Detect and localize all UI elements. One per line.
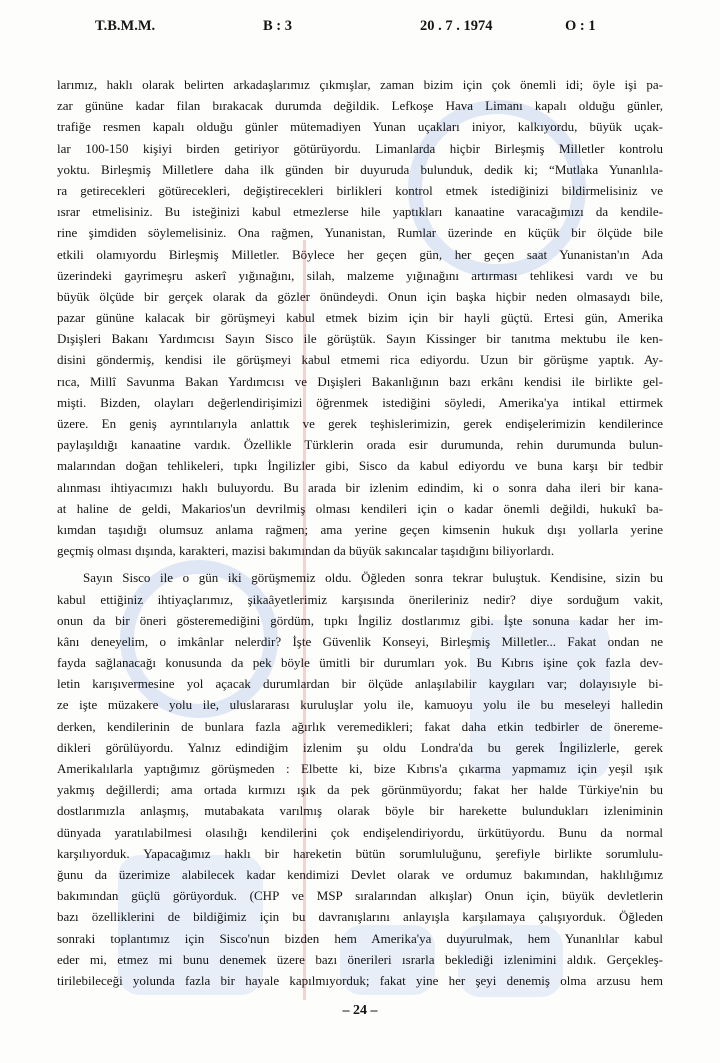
text-line: rine şimdiden söylemelisiniz. Ona rağmen, Yunanistan, Rumlar üzerinde en küçük bir ölçüde bile — [57, 225, 663, 241]
text-line: onun da bir öneri gösteremediğini gördüm, tıpkı İngiliz dostlarımız gibi. İşte sonuna kadar her im- — [57, 612, 663, 628]
text-line: derken, kendilerinin de bunlara fazla ağırlık veremedikleri; fakat daha etkin tedbirler de önereme- — [57, 718, 663, 734]
text-line: trafiğe resmen kapalı olduğu günler mütemadiyen Yunan uçakları iniyor, kalkıyordu, büyük uçak- — [57, 119, 663, 135]
text-line: dünyada yaratılabilmesi olasılığı kendilerini çok endişelendiriyordu, ürkütüyordu. Bunu da normal — [57, 824, 663, 840]
text-line: yoktu. Birleşmiş Milletlere daha ilk günden bir duyuruda bulunduk, dedik ki; “Mutlaka Yunanlıla- — [57, 161, 663, 177]
text-line: üzere. En geniş ayrıntılarıyla anlattık ve gerek teşhislerimizin, gerek endişelerimizin kendilerince — [57, 416, 663, 431]
text-line: lar 100-150 kişiyi birden getiriyor götürüyordu. Limanlarda hiçbir Birleşmiş Milletler kontrolu — [57, 140, 663, 156]
text-line: tirilebileceği yolunda fazla bir hayale kapılmıyorduk; fakat yine her şeyi denemiş olma arzusu hem — [57, 972, 663, 988]
header-institution: T.B.M.M. — [95, 18, 156, 34]
text-line: ze işte müzakere yolu ile, uluslararası kuruluşlar yolu ile, kamuoyu yolu ile bu meseleyi halledin — [57, 697, 663, 713]
text-line: kımdan taşıdığı olumsuz anlama rağmen; ama yerine geçen kimsenin hukuk dışı yollarla yerine — [57, 521, 663, 537]
text-line: disini göndermiş, kendisi ile görüşmeyi kabul etmemi rica ediyordu. Uzun bir görüşme yaptık. Ay- — [57, 352, 663, 368]
text-line: zar gününe kadar filan bırakacak durumda değildik. Lefkoşe Hava Limanı kapalı olduğu günler, — [57, 98, 663, 114]
page-number: – 24 – — [342, 1003, 378, 1018]
text-line: kânı deneyelim, o imkânlar nelerdir? İşte Güvenlik Konseyi, Birleşmiş Milletler... Fakat ondan ne — [57, 633, 663, 649]
text-line: geçmiş olması dışında, karakteri, mazisi bakımından da büyük sakıncalar taşıdığını biliyorlardı. — [57, 543, 555, 559]
text-line: bakımından güçlü görüyorduk. (CHP ve MSP sıralarından alkışlar) Onun için, büyük devletlerin — [57, 888, 663, 904]
header-sitting-number: O : 1 — [565, 18, 596, 34]
text-line: mişti. Bizden, olayları değerlendirişimizi öğrenmek istediğini söyledi, Amerika'ya intikal ettirmek — [57, 394, 663, 410]
paragraph-1 — [57, 74, 663, 561]
text-line: larımız, haklı olarak belirten arkadaşlarımız çıkmışlar, zaman bizim için çok önemli idi; öyle işi pa- — [57, 77, 663, 92]
paragraph-2 — [57, 567, 663, 991]
text-line: Amerikalılarla yaptığımız görüşmeden : Elbette ki, bize Kıbrıs'a çıkarma yapmamız için yeşil ışık — [57, 761, 663, 776]
text-line: dostlarımızla anlaşmış, mutabakata varılmış olarak böyle bir harekette bulundukları izleniminin — [57, 803, 663, 819]
text-line: etkili olamıyordu Birleşmiş Milletler. Böylece her geçen gün, her geçen saat Yunanistan'ın Ada — [57, 246, 663, 262]
header-date: 20 . 7 . 1974 — [420, 18, 493, 34]
text-line: sonraki toplantımız için Sisco'nun bizden hem Amerika'ya duyurulmak, hem Yunanlılar kabul — [57, 930, 663, 946]
text-line: malarından doğan tehlikeleri, tıpkı İngilizler gibi, Sisco da kabul ediyordu ve buna karşı bir tedbir — [57, 458, 663, 474]
text-line: dikleri görülüyordu. Yalnız edindiğim izlenim şu oldu Londra'da bu gerek İngilizlerle, gerek — [57, 739, 663, 755]
header-session-number: B : 3 — [263, 18, 292, 34]
text-line: letin karışıvermesine yol açacak durumlardan bir ölçüde anlaşılabilir kaygıları var; dolayısıyle bi- — [57, 676, 663, 692]
text-line: Sayın Sisco ile o gün iki görüşmemiz oldu. Öğleden sonra tekrar buluştuk. Kendisine, sizin bu — [83, 570, 663, 586]
text-line: bazı özelliklerini de bildiğimiz için bu davranışlarını anlayışla karşılamaya çalışıyorduk. Öğleden — [57, 909, 663, 925]
text-line: ısrar etmelisiniz. Bu isteğinizi kabul etmezlerse hile yaptıkları kanaatine varacağımızı da kendile- — [57, 204, 663, 220]
text-line: at haline de geldi, Makarios'un devrilmiş olması kendileri için o kadar önemli değildi, hukukî ba- — [57, 500, 663, 516]
text-line: eder mi, etmez mi bunu denemek üzere bazı önerileri ısrarla beklediği izlenimini aldık. Gerçekleş- — [57, 951, 663, 967]
page-header — [0, 18, 720, 40]
text-line: alınması ihtiyacımızı haklı buluyordu. Bu arada bir izlenim edindim, ki o sonra daha ileri bir kana- — [57, 479, 663, 495]
document-body — [57, 74, 663, 997]
text-line: ra getirecekleri götürecekleri, değiştirecekleri birlikleri kontrol etmek istediğinizi bildirmelisiniz ve — [57, 182, 663, 198]
text-line: paylaşıldığı kanaatine vardık. Özellikle Türklerin orada esir durumunda, rehin durumunda bulun- — [57, 437, 663, 453]
text-line: ğunu da üzerimize alabilecek kadar kendimizi Devlet olarak ve ordumuz bakımından, haklılığımız — [57, 866, 663, 882]
text-line: Dışişleri Bakanı Yardımcısı Sayın Sisco ile görüştük. Sayın Kissinger bir tanıtma mektubu ile ken- — [57, 331, 663, 347]
text-line: rıca, Millî Savunma Bakan Yardımcısı ve Dışişleri Bakanlığının bazı erkânı kendisi ile birlikte gel- — [57, 373, 663, 389]
text-line: karşılıyorduk. Yapacağımız haklı bir hareketin bütün sorumluluğunu, şerefiyle birlikte sorumlulu- — [57, 845, 663, 861]
text-line: büyük ölçüde bir gerçek olarak da gözler önündeydi. Onun için başka hiçbir neden olmasaydı bile, — [57, 288, 663, 304]
text-line: üzerindeki gayrimeşru askerî yığınağını, silah, malzeme yığınağını artırması tehlikesi vardı ve bu — [57, 267, 663, 283]
page-footer — [0, 1003, 720, 1019]
text-line: kabul ettiğiniz ihtiyaçlarımız, şikaâyetlerimiz karşısında önerileriniz nedir? diye sorduğum vakit, — [57, 591, 663, 607]
text-line: yakmış değillerdi; ama ortada kırmızı ışık da pek görünmüyordu; fakat her halde Türkiye'nin bu — [57, 782, 663, 798]
text-line: pazar gününe kalacak bir görüşmeyi kabul etmek bizim için bir hayli güçtü. Ertesi gün, Amerika — [57, 310, 663, 326]
text-line: fayda sağlanacağı konusunda da pek böyle ümitli bir durumları yok. Bu Kıbrıs işine çok fazla dev- — [57, 655, 663, 671]
